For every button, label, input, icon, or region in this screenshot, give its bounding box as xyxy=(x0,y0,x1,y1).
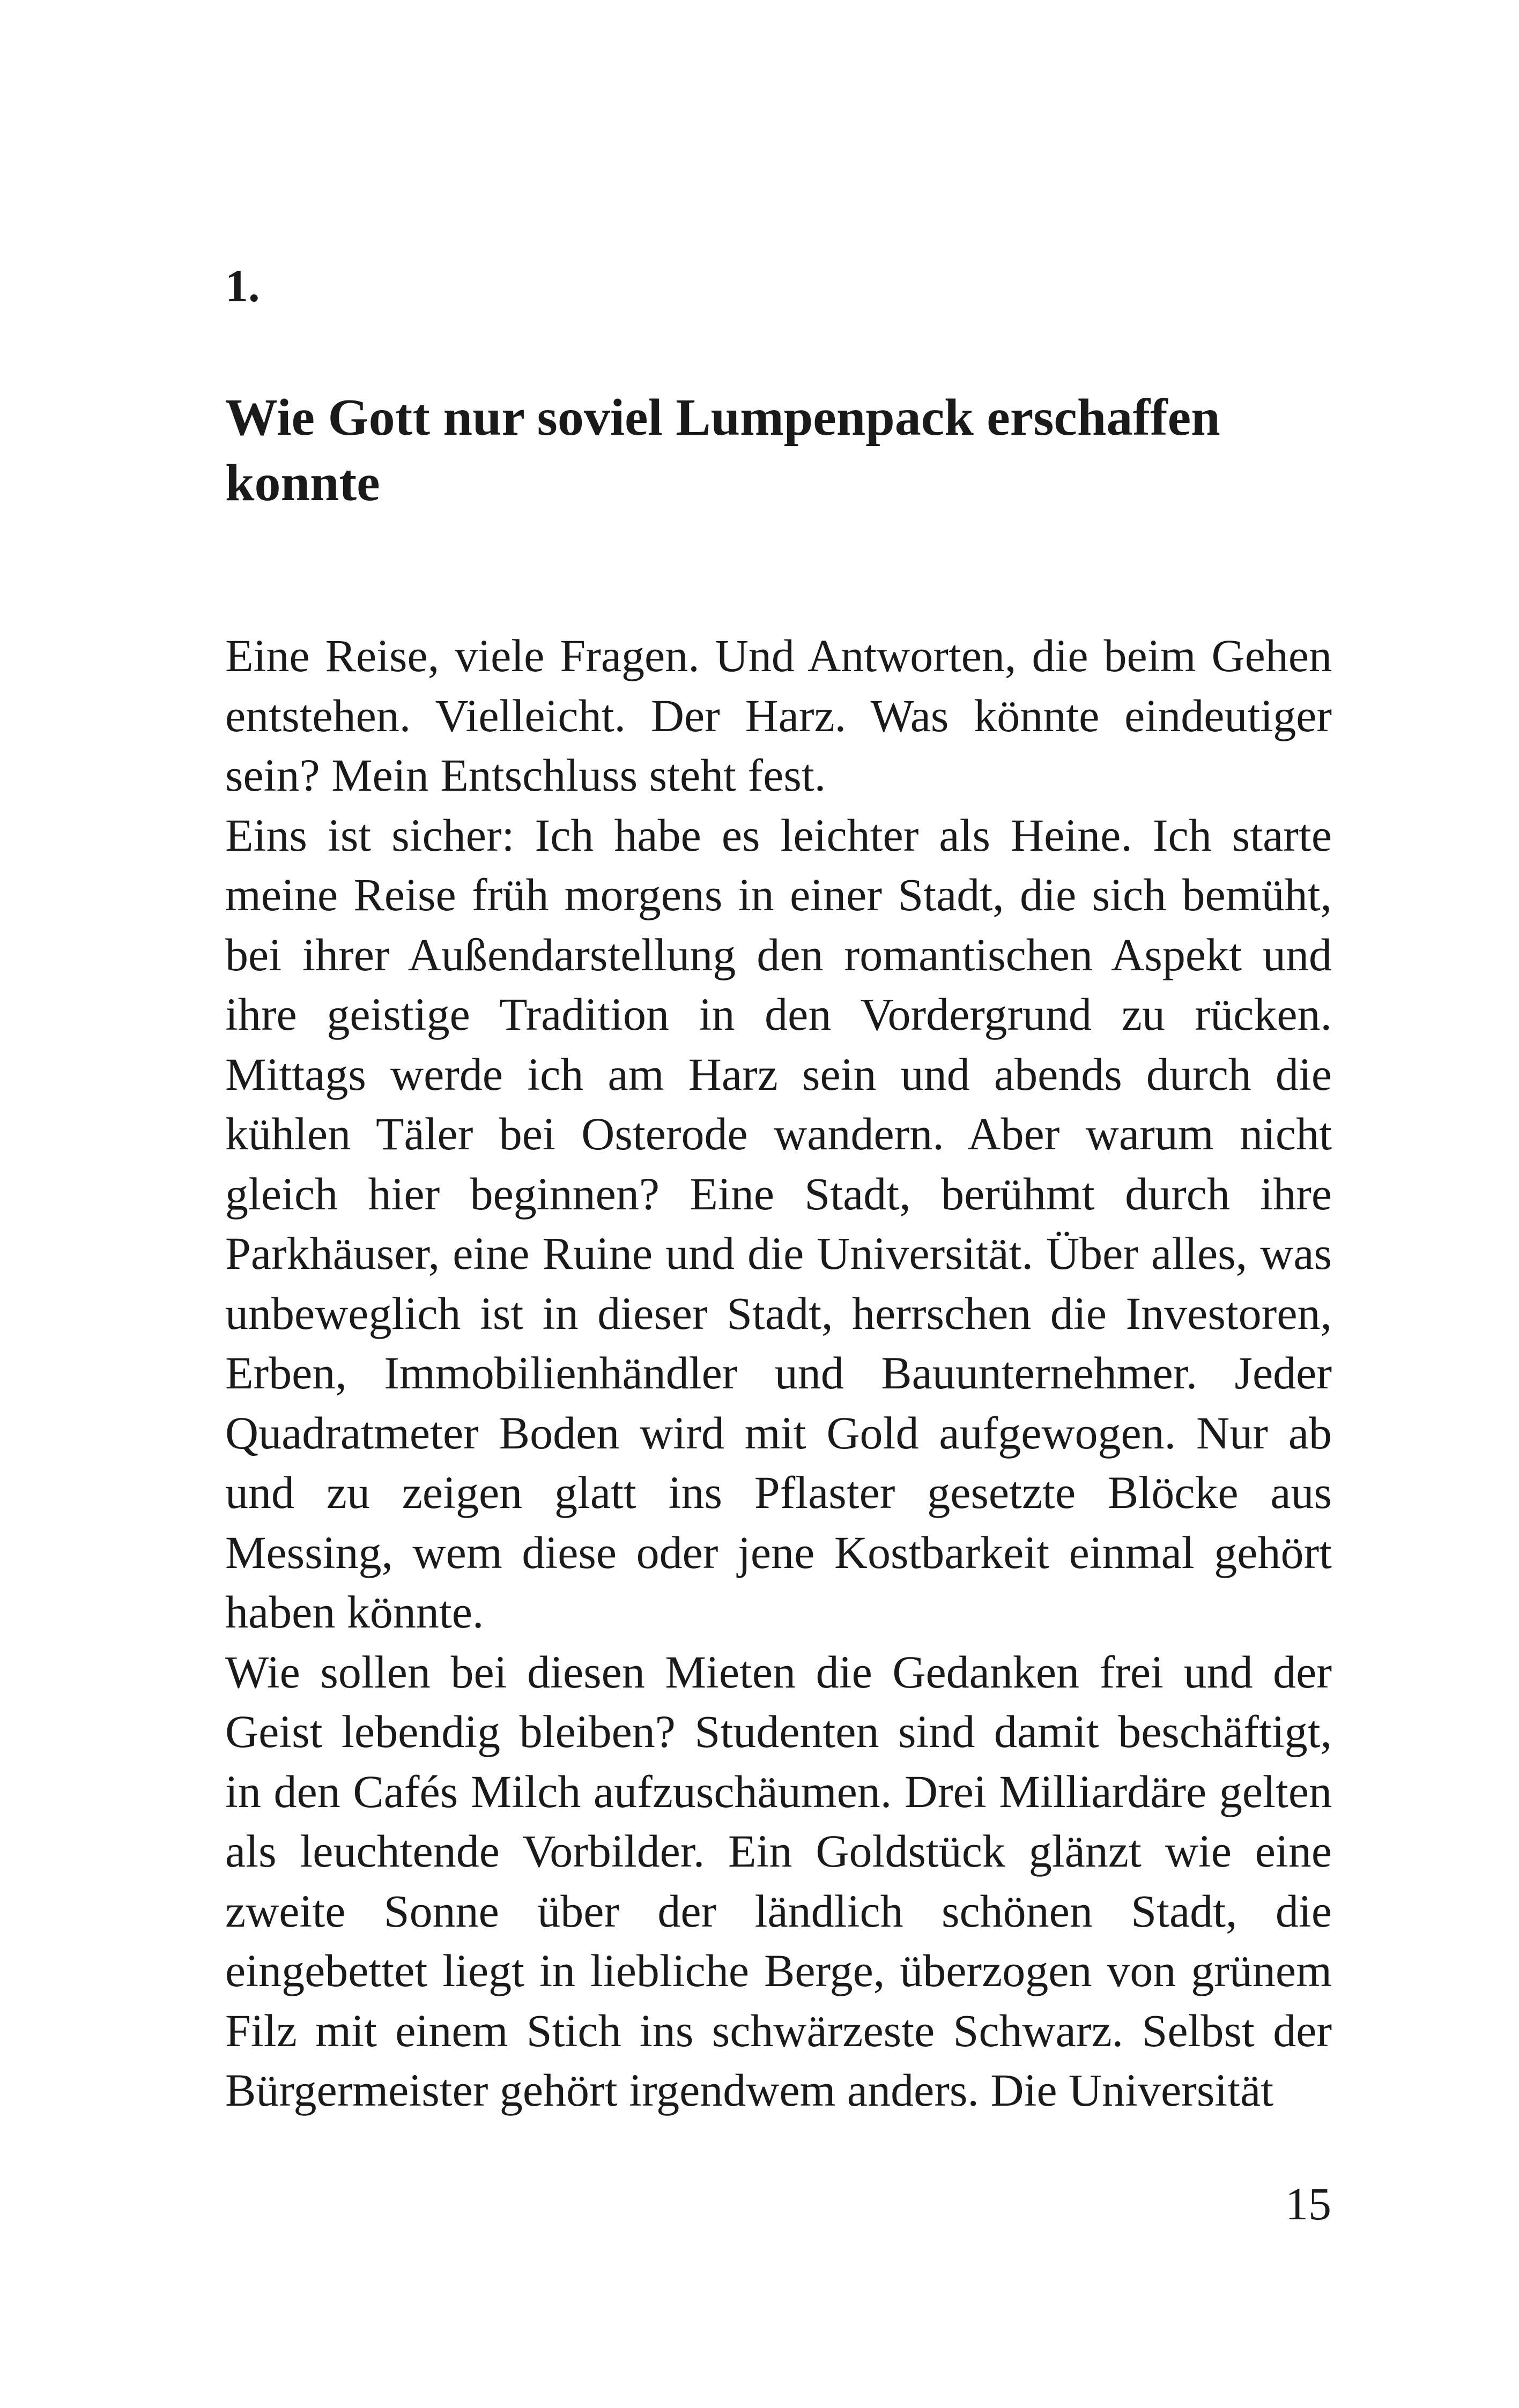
body-text xyxy=(225,626,1332,2121)
page-number: 15 xyxy=(1285,2178,1331,2229)
paragraph: Eins ist sicher: Ich habe es leichter als Heine. Ich starte meine Reise früh morgens in einer Stadt, die sich bemüht, bei ihrer Außendarstellung den romantischen Aspekt und ihre geistige Tradition in den Vordergrund zu rücken. Mittags werde ich am Harz sein und abends durch die kühlen Täler bei Osterode wandern. Aber warum nicht gleich hier beginnen? Eine Stadt, berühmt durch ihre Parkhäuser, eine Ruine und die Universität. Über alles, was unbeweglich ist in dieser Stadt, herrschen die Investoren, Erben, Immobilienhändler und Bauunternehmer. Jeder Quadratmeter Boden wird mit Gold aufgewogen. Nur ab und zu zeigen glatt ins Pflaster gesetzte Blöcke aus Messing, wem diese oder jene Kostbarkeit einmal gehört haben könnte. xyxy=(225,809,1332,1638)
paragraph: Wie sollen bei diesen Mieten die Gedanken frei und der Geist lebendig bleiben? Studenten sind damit beschäftigt, in den Cafés Milch aufzuschäumen. Drei Milliardäre gelten als leuchtende Vorbilder. Ein Goldstück glänzt wie eine zweite Sonne über der ländlich schönen Stadt, die eingebettet liegt in liebliche Berge, überzogen von grünem Filz mit einem Stich ins schwärzeste Schwarz. Selbst der Bürgermeister gehört irgendwem anders. Die Universität xyxy=(225,1646,1332,2116)
chapter-title: Wie Gott nur soviel Lumpenpack erschaffen konnte xyxy=(225,389,1220,512)
chapter-number: 1. xyxy=(225,260,260,311)
paragraph: Eine Reise, viele Fragen. Und Antworten, die beim Gehen entstehen. Vielleicht. Der Harz. Was könnte eindeutiger sein? Mein Entschluss steht fest. xyxy=(225,630,1332,801)
